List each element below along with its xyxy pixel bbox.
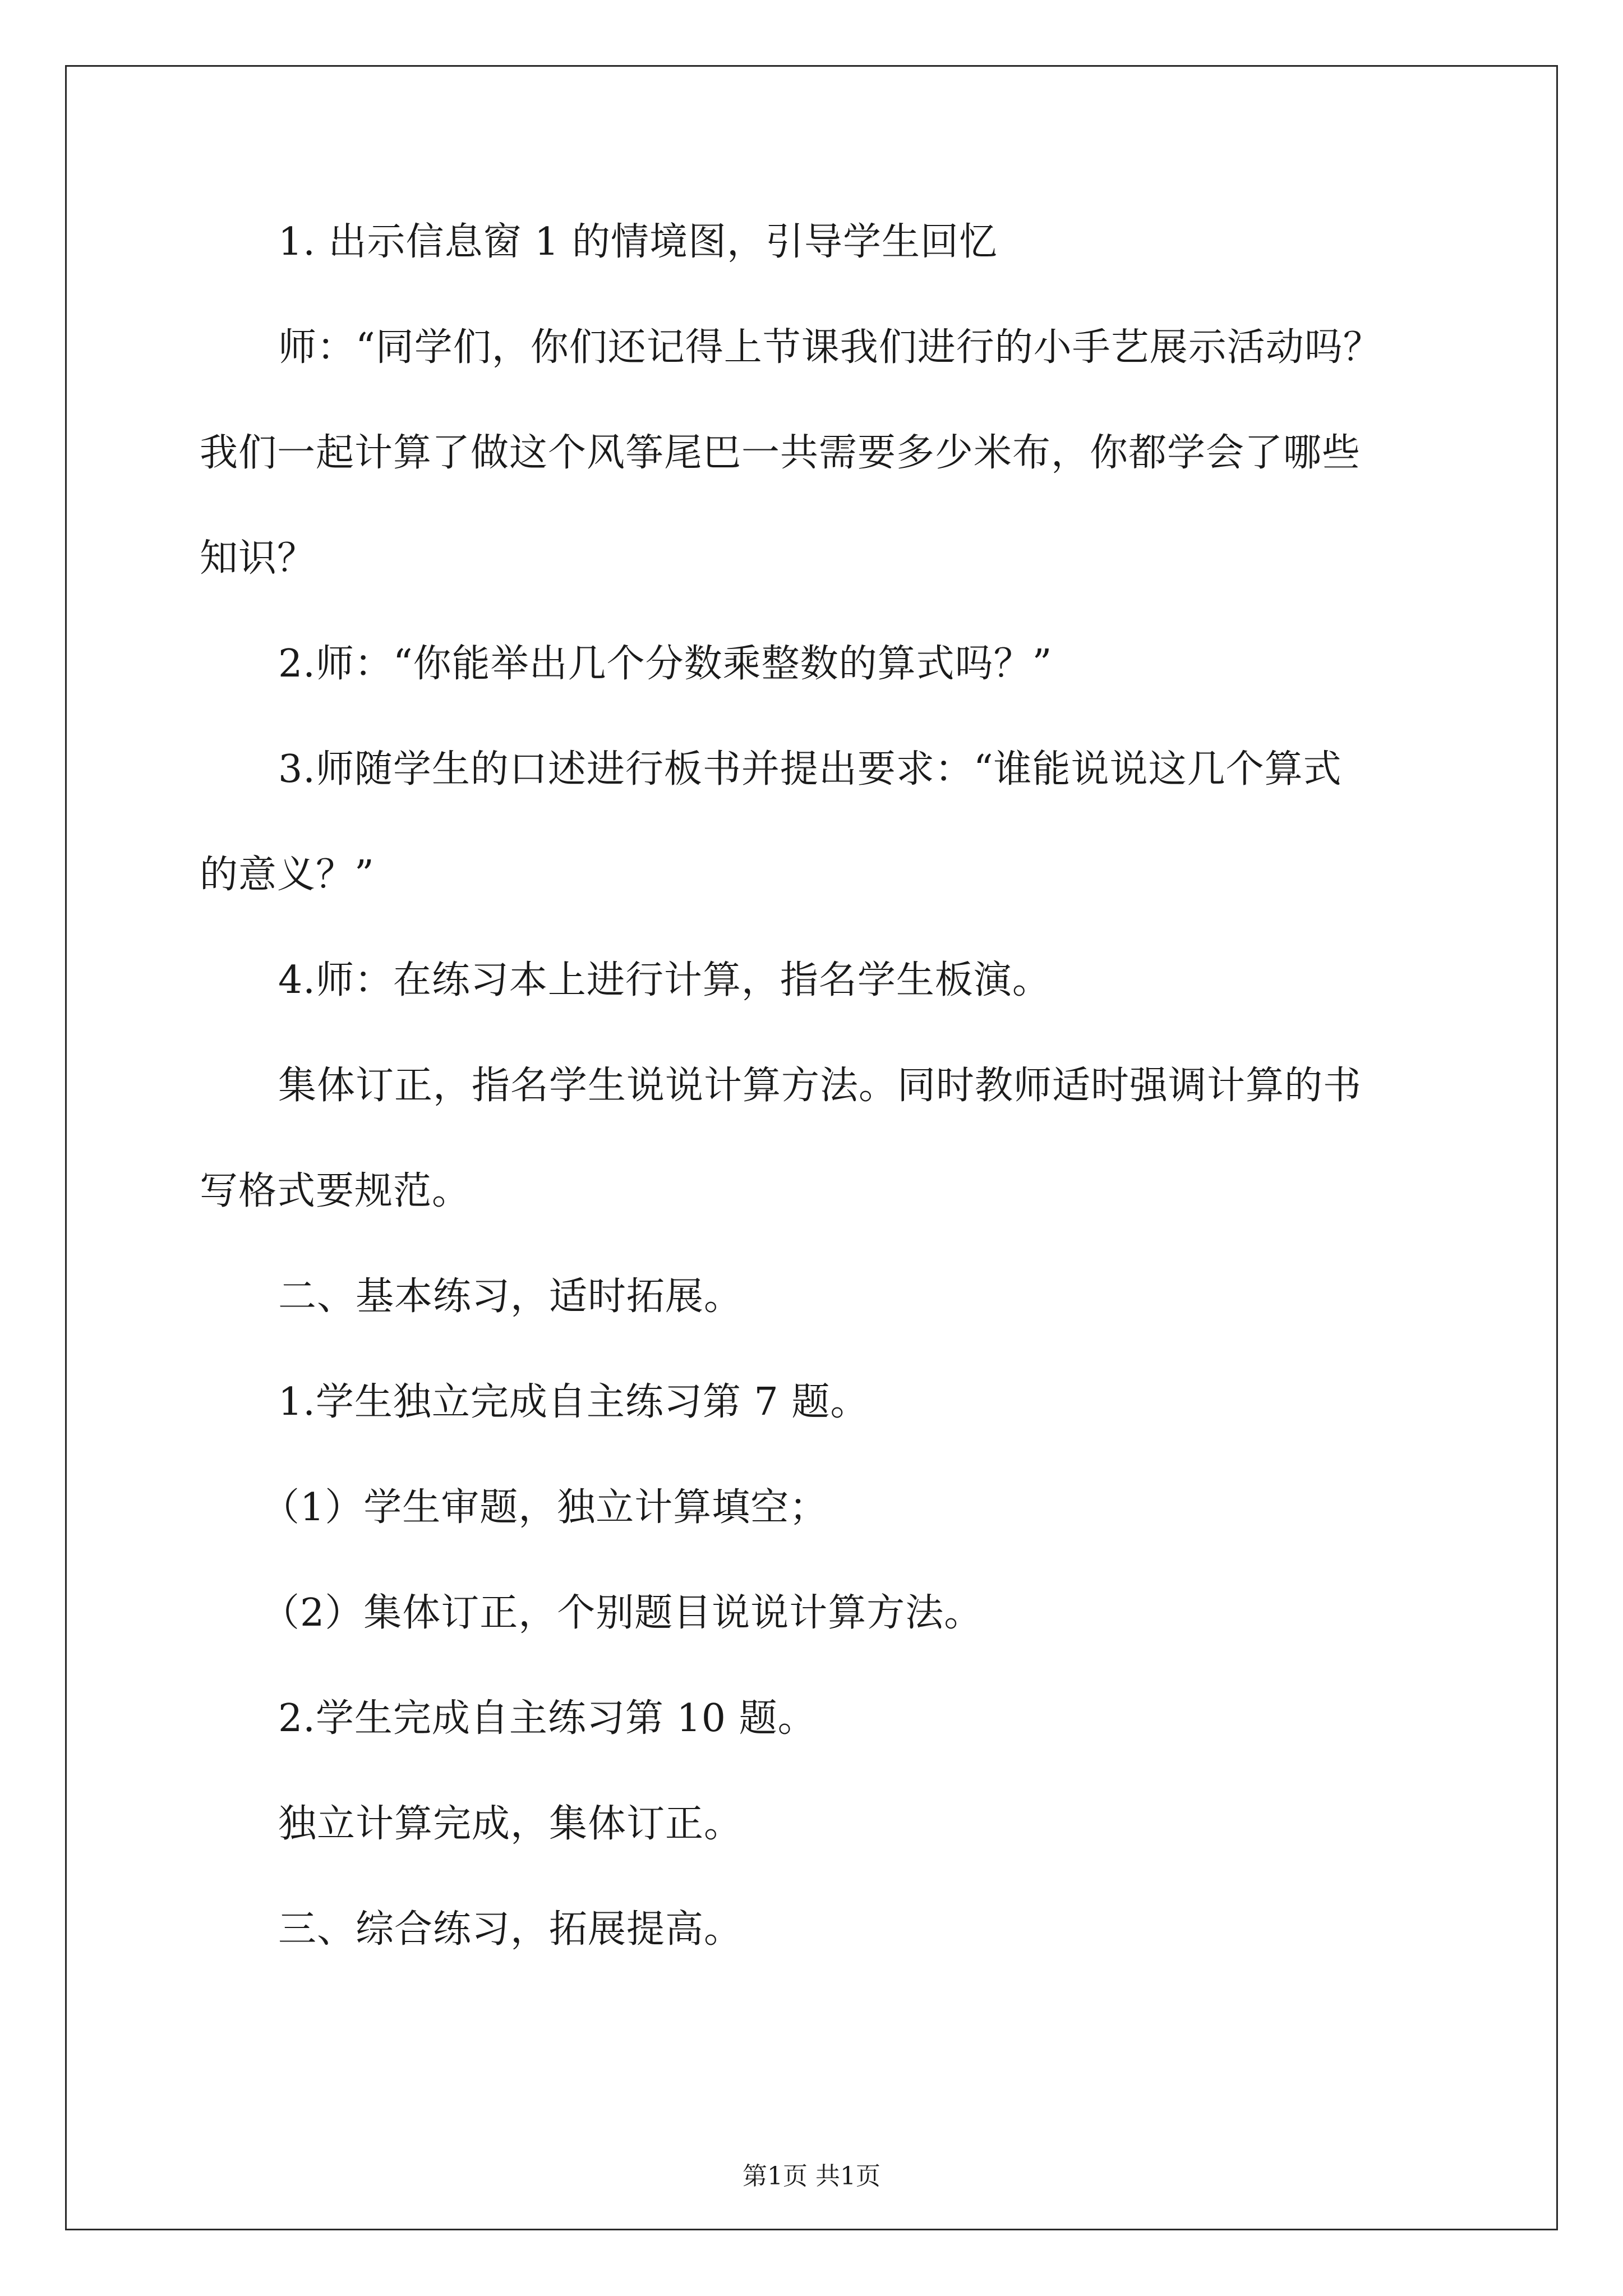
section-heading-2: 二、基本练习，适时拓展。 bbox=[278, 1274, 743, 1319]
paragraph-line-15: 2.学生完成自主练习第 10 题。 bbox=[278, 1696, 817, 1741]
section-heading-3: 三、综合练习，拓展提高。 bbox=[278, 1907, 743, 1952]
paragraph-line-16: 独立计算完成，集体订正。 bbox=[278, 1802, 743, 1846]
paragraph-line-14: （2）集体订正，个别题目说说计算方法。 bbox=[261, 1591, 983, 1635]
paragraph-line-9: 集体订正，指名学生说说计算方法。同时教师适时强调计算的书 bbox=[278, 1064, 1362, 1108]
page-border bbox=[65, 65, 1558, 2230]
paragraph-line-8: 4.师：在练习本上进行计算，指名学生板演。 bbox=[278, 958, 1051, 1002]
paragraph-line-6: 3.师随学生的口述进行板书并提出要求：“谁能说说这几个算式 bbox=[278, 747, 1342, 792]
paragraph-line-2: 师：“同学们，你们还记得上节课我们进行的小手艺展示活动吗？ bbox=[278, 325, 1382, 370]
paragraph-line-4: 知识？ bbox=[200, 536, 316, 581]
paragraph-line-1: 1. 出示信息窗 1 的情境图，引导学生回忆 bbox=[278, 220, 998, 264]
paragraph-line-13: （1）学生审题，独立计算填空； bbox=[261, 1485, 828, 1530]
page-footer: 第1页 共1页 bbox=[743, 2162, 880, 2191]
paragraph-line-10: 写格式要规范。 bbox=[200, 1169, 471, 1213]
paragraph-line-3: 我们一起计算了做这个风筝尾巴一共需要多少米布，你都学会了哪些 bbox=[200, 431, 1361, 475]
paragraph-line-12: 1.学生独立完成自主练习第 7 题。 bbox=[278, 1380, 869, 1424]
paragraph-line-5: 2.师：“你能举出几个分数乘整数的算式吗？” bbox=[278, 642, 1053, 686]
paragraph-line-7: 的意义？” bbox=[200, 853, 375, 897]
